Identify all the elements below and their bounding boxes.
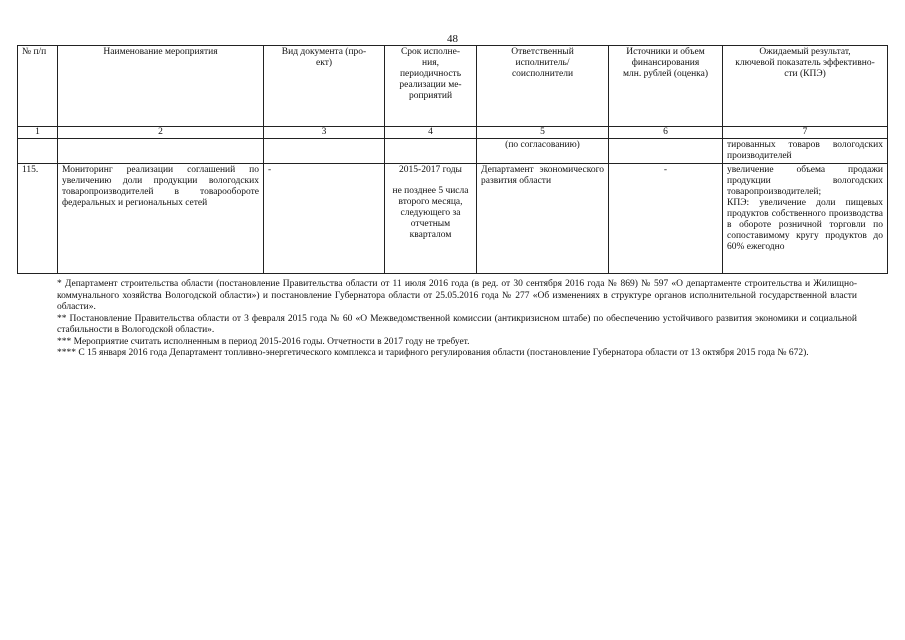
- table-row: [18, 139, 888, 164]
- column-number: 7: [723, 127, 888, 139]
- result-text: увеличение объема продажи продукции вологодских товаропроизводителей;: [727, 165, 883, 197]
- cell-financing: -: [609, 164, 723, 274]
- table-header-row: [18, 46, 888, 127]
- term-periodicity: не позднее 5 числа второго месяца, следующего за отчетным кварталом: [392, 186, 469, 240]
- column-numbers-row: [18, 127, 888, 139]
- header-number: № п/п: [18, 46, 58, 127]
- column-number: 6: [609, 127, 723, 139]
- footnote: **** С 15 января 2016 года Департамент топливно-энергетического комплекса и тарифного регулирования области (постановление Губернатора области от 13 октября 2015 года № 672).: [57, 348, 809, 358]
- cell-expected-result: [723, 164, 888, 274]
- table-row: [18, 164, 888, 274]
- kpi-text: КПЭ: увеличение доли пищевых продуктов собственного производства в обороте розничной торговли по сопоставимому кругу продуктов до 60% ежегодно: [727, 198, 883, 252]
- cell-term: [385, 164, 477, 274]
- page-number: 48: [447, 33, 458, 45]
- cell-document-type: -: [264, 164, 385, 274]
- header-expected-result: Ожидаемый результат, ключевой показатель эффективно- сти (КПЭ): [723, 46, 888, 127]
- header-document-type: Вид документа (про- ект): [264, 46, 385, 127]
- cell-number: 115.: [18, 164, 58, 274]
- header-responsible: Ответственный исполнитель/ соисполнители: [477, 46, 609, 127]
- footnote: ** Постановление Правительства области от 3 февраля 2015 года № 60 «О Межведомственной комиссии (антикризисном штабе) по обеспечению устойчивого развития экономики и социальной стабильности в Вологодской области».: [57, 313, 857, 335]
- footnote: *** Мероприятие считать исполненным в период 2015-2016 годы. Отчетности в 2017 году не требует.: [57, 336, 470, 347]
- cell-responsible: Департамент экономического развития области: [477, 164, 609, 274]
- footnote: * Департамент строительства области (постановление Правительства области от 11 июля 2016 года (в ред. от 30 сентября 2016 года № 869) № 597 «О департаменте строительства и Жилищно-коммунального хозяйства Вологодской области») и постановление Губернатора области от 25.05.2016 года № 277 «Об изменениях в структуре органов исполнительной государственной власти области».: [57, 279, 857, 312]
- column-number: 4: [385, 127, 477, 139]
- header-financing: Источники и объем финансирования млн. рублей (оценка): [609, 46, 723, 127]
- column-number: 1: [18, 127, 58, 139]
- term-years: 2015-2017 годы: [399, 165, 462, 175]
- cell-responsible: (по согласованию): [477, 139, 609, 164]
- header-activity-name: Наименование мероприятия: [58, 46, 264, 127]
- cell-activity-name: Мониторинг реализации соглашений по увеличению доли продукции вологодских товаропроизводителей в товарообороте федеральных и региональных сетей: [58, 164, 264, 274]
- header-term: Срок исполне- ния, периодичность реализации ме- роприятий: [385, 46, 477, 127]
- cell-expected-result: тированных товаров вологодских производителей: [723, 139, 888, 164]
- column-number: 2: [58, 127, 264, 139]
- column-number: 3: [264, 127, 385, 139]
- action-plan-table: [17, 45, 888, 274]
- column-number: 5: [477, 127, 609, 139]
- footnotes: [57, 279, 857, 360]
